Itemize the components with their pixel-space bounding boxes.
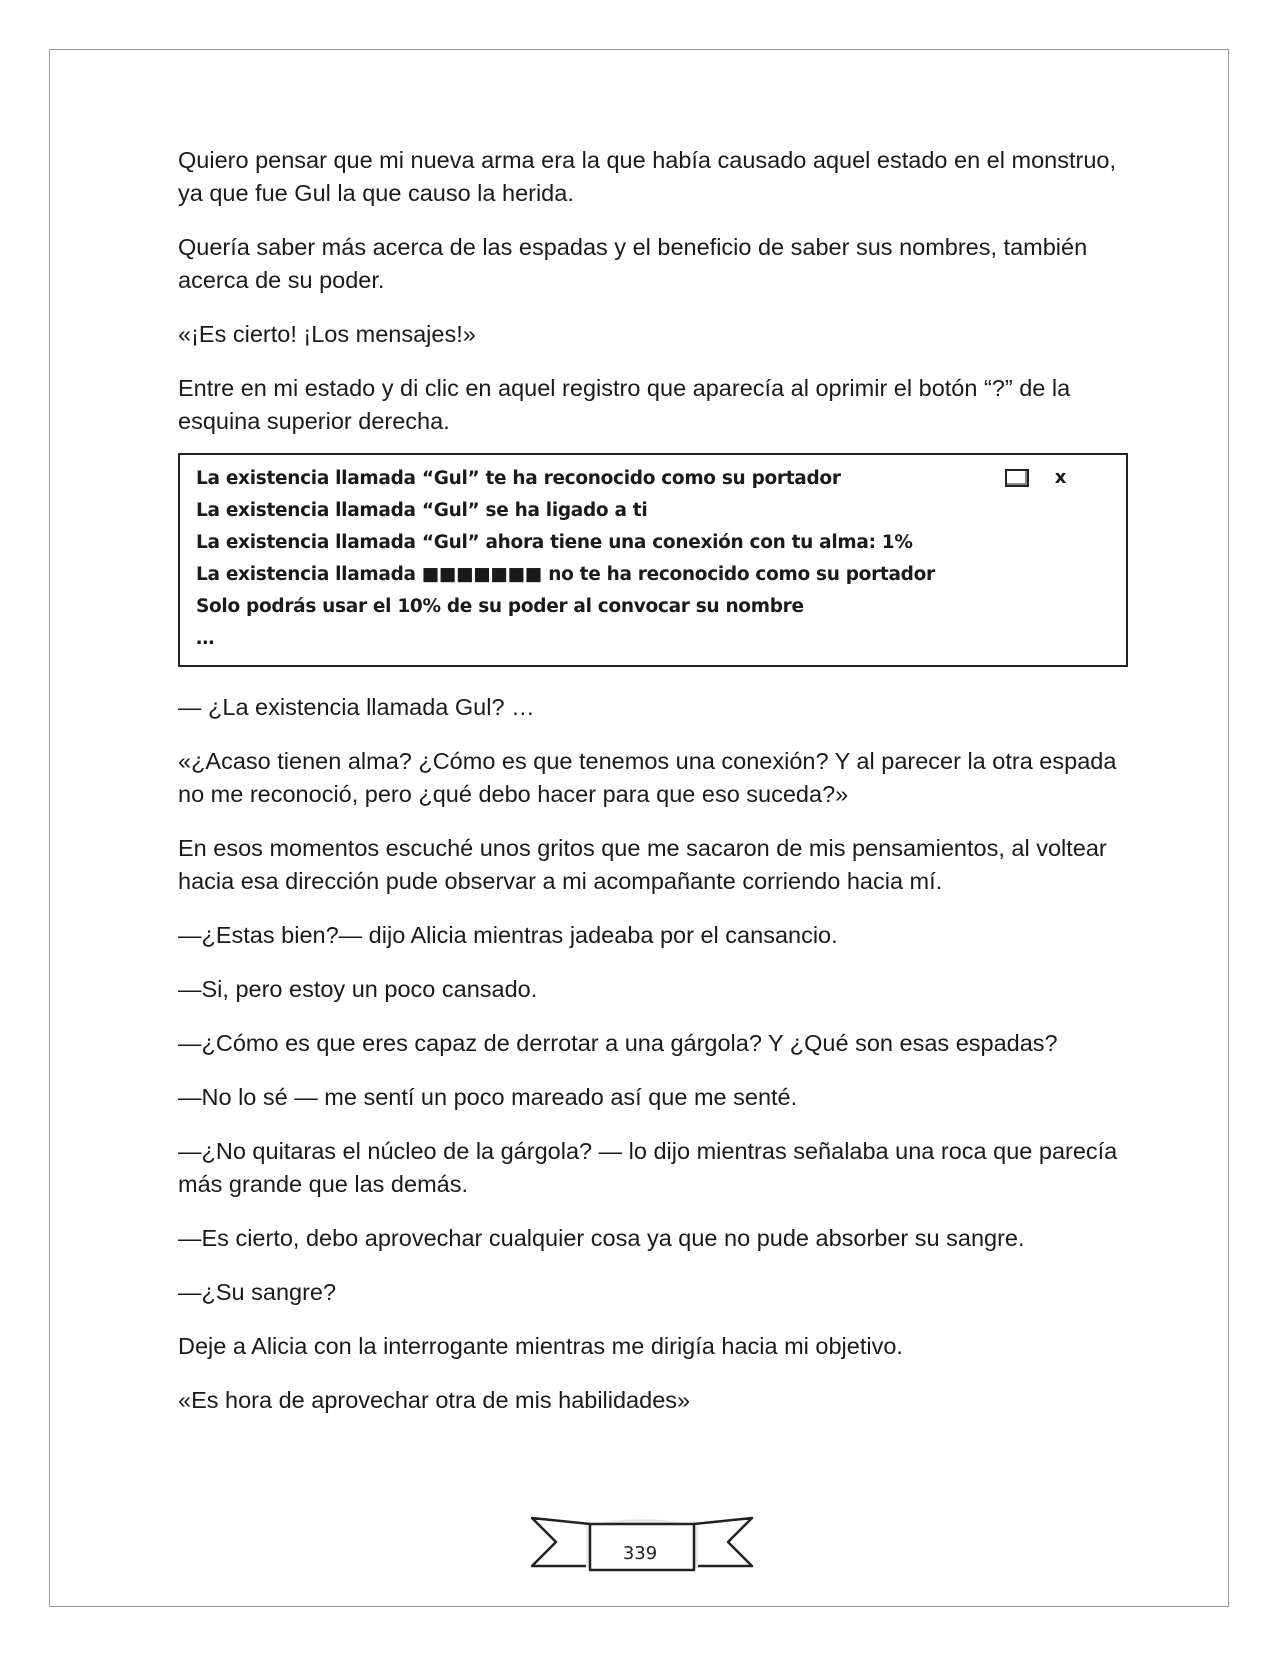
message-line: La existencia llamada “Gul” te ha reconocido como su portador bbox=[196, 468, 841, 489]
paragraph: «Es hora de aprovechar otra de mis habilidades» bbox=[178, 1387, 691, 1413]
paragraph: — ¿La existencia llamada Gul? … bbox=[178, 694, 535, 720]
paragraph: —Si, pero estoy un poco cansado. bbox=[178, 976, 538, 1002]
paragraph: —¿Estas bien?— dijo Alicia mientras jadeaba por el cansancio. bbox=[178, 922, 838, 948]
paragraph: «¡Es cierto! ¡Los mensajes!» bbox=[178, 321, 476, 347]
window-icon[interactable] bbox=[1005, 469, 1029, 487]
paragraph: —¿No quitaras el núcleo de la gárgola? — lo dijo mientras señalaba una roca que parecía más grande que las demás. bbox=[178, 1138, 1118, 1197]
paragraph: Entre en mi estado y di clic en aquel registro que aparecía al oprimir el botón “?” de la esquina superior derecha. bbox=[178, 375, 1071, 434]
paragraph: «¿Acaso tienen alma? ¿Cómo es que tenemos una conexión? Y al parecer la otra espada no me reconoció, pero ¿qué debo hacer para que eso suceda?» bbox=[178, 748, 1117, 807]
message-line: La existencia llamada “Gul” ahora tiene una conexión con tu alma: 1% bbox=[196, 532, 913, 553]
message-line: … bbox=[196, 628, 215, 649]
message-line: Solo podrás usar el 10% de su poder al convocar su nombre bbox=[196, 596, 804, 617]
close-icon[interactable]: x bbox=[1054, 467, 1066, 488]
message-line: La existencia llamada ■■■■■■■ no te ha reconocido como su portador bbox=[196, 564, 935, 585]
paragraph: Deje a Alicia con la interrogante mientras me dirigía hacia mi objetivo. bbox=[178, 1333, 903, 1359]
paragraph: —¿Cómo es que eres capaz de derrotar a una gárgola? Y ¿Qué son esas espadas? bbox=[178, 1030, 1058, 1056]
paragraph: —No lo sé — me sentí un poco mareado así que me senté. bbox=[178, 1084, 798, 1110]
message-box-controls bbox=[1005, 469, 1066, 487]
system-message-box bbox=[178, 453, 1128, 667]
page-content bbox=[178, 144, 1128, 1438]
paragraph: Quiero pensar que mi nueva arma era la que había causado aquel estado en el monstruo, ya que fue Gul la que causo la herida. bbox=[178, 147, 1116, 206]
paragraph: En esos momentos escuché unos gritos que me sacaron de mis pensamientos, al voltear hacia esa dirección pude observar a mi acompañante corriendo hacia mí. bbox=[178, 835, 1107, 894]
paragraph: —Es cierto, debo aprovechar cualquier cosa ya que no pude absorber su sangre. bbox=[178, 1225, 1025, 1251]
paragraph: Quería saber más acerca de las espadas y el beneficio de saber sus nombres, también acerca de su poder. bbox=[178, 234, 1088, 293]
message-line: La existencia llamada “Gul” se ha ligado a ti bbox=[196, 500, 648, 521]
page-number: 339 bbox=[622, 1543, 658, 1564]
paragraph: —¿Su sangre? bbox=[178, 1279, 337, 1305]
